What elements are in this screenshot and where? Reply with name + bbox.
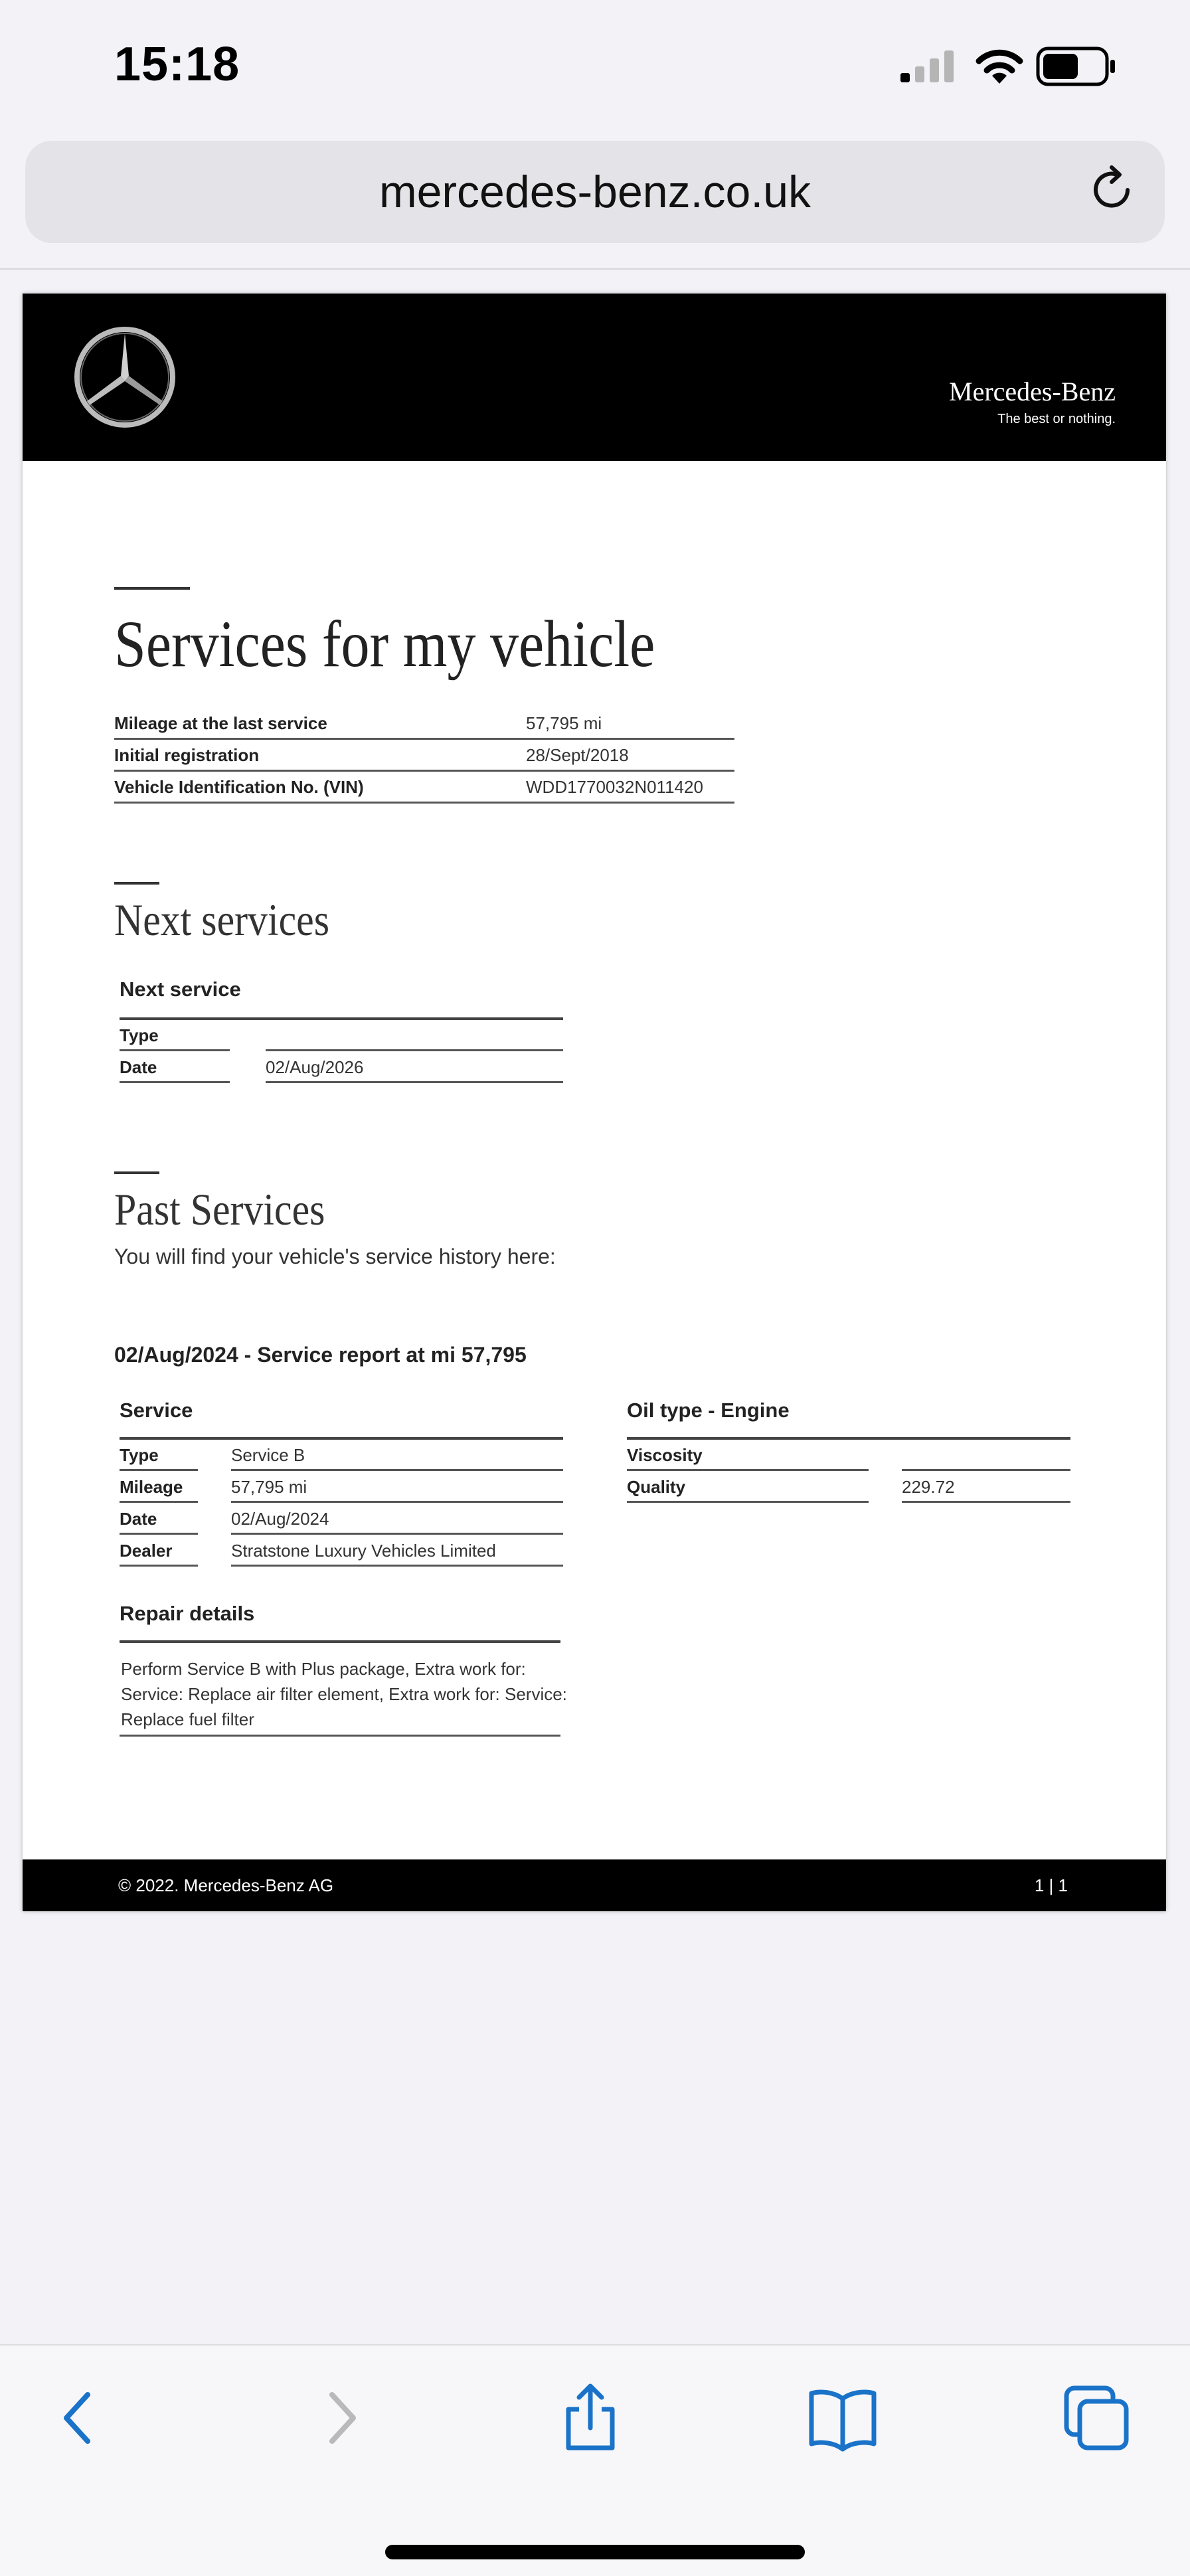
past-services-intro: You will find your vehicle's service history here:	[114, 1245, 556, 1268]
info-row-mileage	[114, 708, 734, 740]
page-title: Services for my vehicle	[114, 607, 655, 681]
status-bar	[0, 0, 1190, 133]
row-line	[231, 1501, 563, 1503]
next-service-title: Next service	[120, 978, 241, 1001]
title-accent-rule	[114, 587, 190, 590]
service-type-value: Service B	[231, 1445, 305, 1465]
row-line	[120, 1533, 198, 1535]
reload-icon[interactable]	[1086, 159, 1140, 220]
brand-tagline: The best or nothing.	[997, 412, 1116, 426]
document-footer	[23, 1859, 1166, 1911]
browser-toolbar	[0, 2344, 1190, 2576]
info-value: WDD1770032N011420	[526, 777, 703, 797]
repair-details-text: Perform Service B with Plus package, Extra work for: Service: Replace air filter element, Extra work for: Service: Replace fuel filter	[121, 1659, 567, 1729]
row-line	[266, 1081, 563, 1083]
info-value: 57,795 mi	[526, 713, 602, 733]
service-block-rule	[120, 1437, 563, 1440]
service-document	[23, 294, 1166, 1911]
oil-viscosity-label: Viscosity	[627, 1445, 703, 1465]
status-time: 15:18	[114, 38, 240, 91]
tabs-icon[interactable]	[1060, 2381, 1133, 2454]
cellular-signal-icon	[900, 50, 956, 82]
row-line	[120, 1565, 198, 1567]
oil-quality-value: 229.72	[902, 1477, 955, 1497]
info-label: Mileage at the last service	[114, 713, 327, 733]
url-text[interactable]: mercedes-benz.co.uk	[379, 167, 811, 217]
info-label: Vehicle Identification No. (VIN)	[114, 777, 364, 797]
chrome-divider	[0, 268, 1190, 270]
service-mileage-label: Mileage	[120, 1477, 183, 1497]
row-line	[120, 1081, 230, 1083]
service-dealer-value: Stratstone Luxury Vehicles Limited	[231, 1541, 496, 1561]
next-service-date-label: Date	[120, 1057, 157, 1077]
brand-name: Mercedes-Benz	[949, 377, 1116, 406]
row-line	[902, 1501, 1070, 1503]
row-line	[231, 1533, 563, 1535]
row-line	[231, 1469, 563, 1471]
home-indicator[interactable]	[385, 2545, 805, 2559]
row-line	[120, 1049, 230, 1051]
row-line	[902, 1469, 1070, 1471]
repair-details-bottom-line	[120, 1735, 560, 1737]
document-header	[23, 294, 1166, 461]
service-block-title: Service	[120, 1399, 193, 1422]
forward-icon[interactable]	[303, 2381, 376, 2454]
service-report-title: 02/Aug/2024 - Service report at mi 57,795	[114, 1343, 527, 1367]
service-date-value: 02/Aug/2024	[231, 1509, 329, 1529]
row-line	[120, 1501, 198, 1503]
service-type-label: Type	[120, 1445, 159, 1465]
row-line	[627, 1469, 869, 1471]
row-line	[231, 1565, 563, 1567]
info-value: 28/Sept/2018	[526, 745, 629, 765]
share-icon[interactable]	[554, 2381, 627, 2454]
brand	[949, 377, 1116, 427]
bookmarks-icon[interactable]	[806, 2381, 879, 2454]
next-service-date-value: 02/Aug/2026	[266, 1057, 364, 1077]
mercedes-star-logo-icon	[72, 324, 178, 430]
back-icon[interactable]	[44, 2381, 117, 2454]
row-line	[627, 1501, 869, 1503]
service-date-label: Date	[120, 1509, 157, 1529]
section-accent-rule	[114, 1171, 159, 1174]
repair-details-rule	[120, 1640, 560, 1643]
footer-page-number: 1 | 1	[1034, 1875, 1068, 1895]
oil-quality-label: Quality	[627, 1477, 686, 1497]
oil-block-title: Oil type - Engine	[627, 1399, 790, 1422]
footer-copyright: © 2022. Mercedes-Benz AG	[118, 1875, 334, 1895]
section-accent-rule	[114, 882, 159, 885]
next-service-type-label: Type	[120, 1025, 159, 1045]
row-line	[120, 1469, 198, 1471]
oil-block-rule	[627, 1437, 1070, 1440]
row-line	[266, 1049, 563, 1051]
repair-details-title: Repair details	[120, 1602, 255, 1625]
past-services-heading: Past Services	[114, 1184, 325, 1235]
next-service-rule	[120, 1017, 563, 1020]
service-dealer-label: Dealer	[120, 1541, 173, 1561]
address-bar[interactable]	[25, 141, 1165, 243]
info-row-vin	[114, 772, 734, 804]
wifi-icon	[974, 46, 1025, 85]
info-row-registration	[114, 740, 734, 772]
info-label: Initial registration	[114, 745, 260, 765]
service-mileage-value: 57,795 mi	[231, 1477, 307, 1497]
battery-icon	[1036, 46, 1117, 86]
next-services-heading: Next services	[114, 895, 330, 945]
